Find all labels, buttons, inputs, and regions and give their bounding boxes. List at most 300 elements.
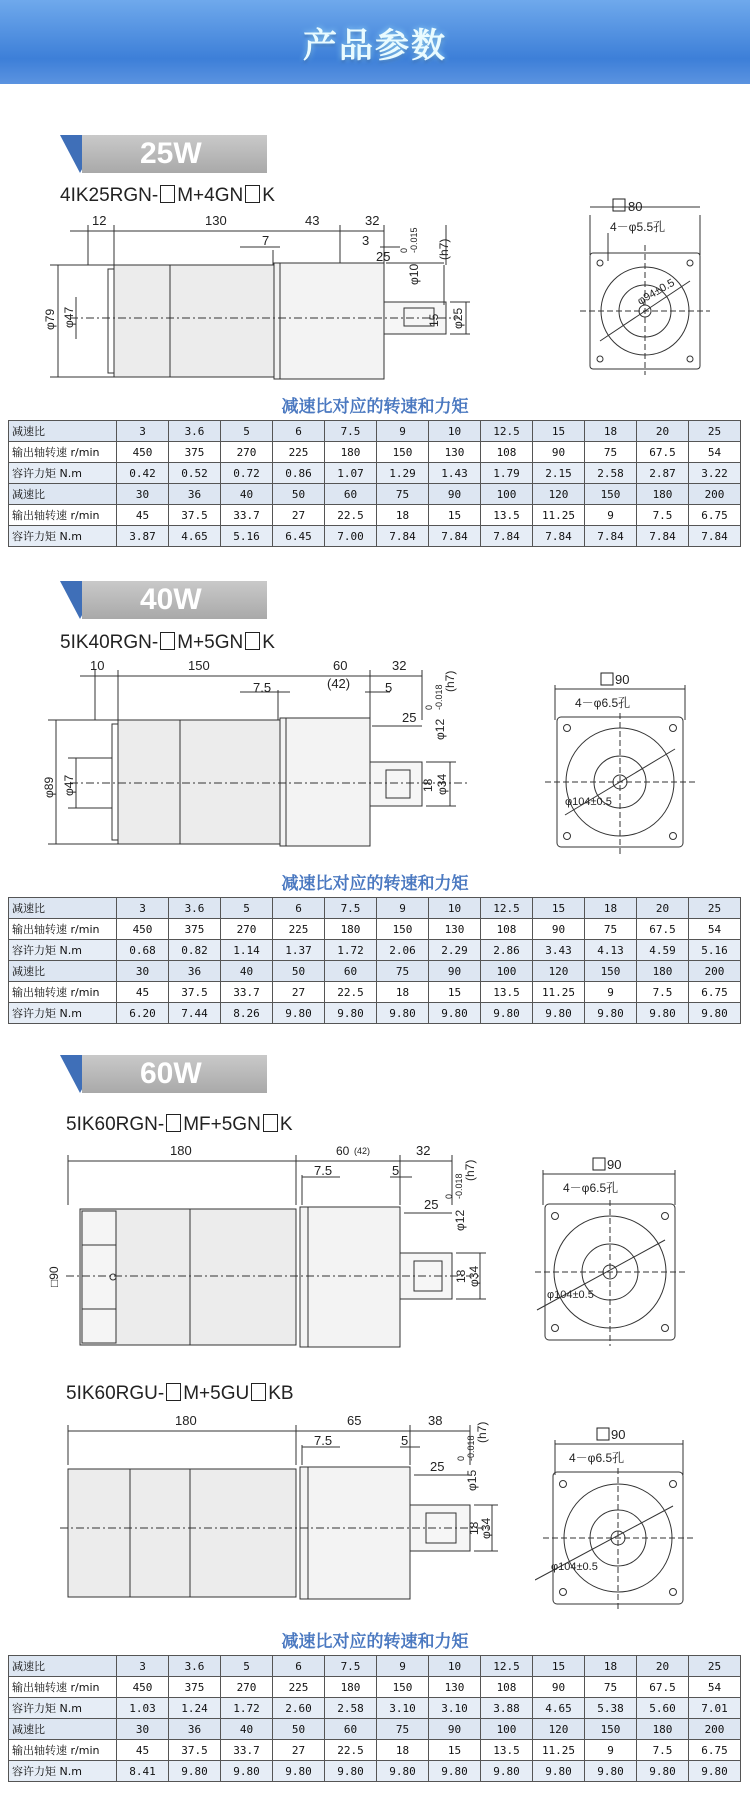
row-label: 容许力矩 N.m (9, 1761, 117, 1782)
dim-label: 180 (175, 1413, 197, 1428)
table-cell: 40 (221, 1719, 273, 1740)
table-cell: 50 (273, 1719, 325, 1740)
table-cell: 1.24 (169, 1698, 221, 1719)
table-title: 减速比对应的转速和力矩 (281, 1632, 469, 1652)
square-size-label: 80 (628, 199, 643, 214)
table-cell: 0.68 (117, 940, 169, 961)
table-cell: 13.5 (481, 982, 533, 1003)
hole-label: 4－φ6.5孔 (569, 1451, 625, 1465)
table-cell: 75 (585, 442, 637, 463)
dim-label: 25 (402, 710, 417, 725)
table-cell: 12.5 (481, 898, 533, 919)
row-label: 容许力矩 N.m (9, 463, 117, 484)
table-cell: 9.80 (533, 1003, 585, 1024)
table-cell: 90 (533, 442, 585, 463)
table-cell: 108 (481, 919, 533, 940)
table-cell: 100 (481, 1719, 533, 1740)
dim-label: (42) (354, 1146, 371, 1156)
table-cell: 3 (117, 1656, 169, 1677)
table-cell: 130 (429, 1677, 481, 1698)
table-cell: 1.79 (481, 463, 533, 484)
table-cell: 22.5 (325, 982, 377, 1003)
table-cell: 5.16 (689, 940, 741, 961)
table-cell: 18 (585, 898, 637, 919)
dim-label: 10 (90, 658, 105, 673)
table-cell: 9.80 (481, 1761, 533, 1782)
row-label: 减速比 (9, 1656, 117, 1677)
table-cell: 4.13 (585, 940, 637, 961)
table-cell: 7.5 (637, 505, 689, 526)
table-cell: 7.5 (637, 1740, 689, 1761)
row-label: 减速比 (9, 961, 117, 982)
table-cell: 200 (689, 1719, 741, 1740)
dim-label: 32 (392, 658, 407, 673)
table-cell: 0.86 (273, 463, 325, 484)
table-row (9, 1719, 741, 1740)
table-cell: 15 (533, 898, 585, 919)
row-label: 输出轴转速 r/min (9, 442, 117, 463)
dim-label: -0.018 (466, 1435, 476, 1461)
table-cell: 3.6 (169, 898, 221, 919)
table-cell: 7.84 (689, 526, 741, 547)
table-cell: 11.25 (533, 505, 585, 526)
dim-label: 38 (428, 1413, 443, 1428)
table-cell: 37.5 (169, 1740, 221, 1761)
dim-label: 18 (421, 778, 435, 792)
table-cell: 7.5 (325, 421, 377, 442)
table-cell: 50 (273, 484, 325, 505)
table-cell: 0.82 (169, 940, 221, 961)
dim-label: 0 (444, 1193, 454, 1199)
square-size-label: 90 (611, 1427, 626, 1442)
table-cell: 37.5 (169, 982, 221, 1003)
table-cell: 9.80 (273, 1003, 325, 1024)
table-row (9, 526, 741, 547)
table-cell: 45 (117, 505, 169, 526)
table-cell: 200 (689, 961, 741, 982)
table-cell: 36 (169, 1719, 221, 1740)
table-cell: 2.87 (637, 463, 689, 484)
table-cell: 7.84 (533, 526, 585, 547)
table-cell: 9.80 (637, 1761, 689, 1782)
table-cell: 25 (689, 898, 741, 919)
table-cell: 3.6 (169, 421, 221, 442)
square-icon (593, 1158, 605, 1170)
table-cell: 200 (689, 484, 741, 505)
table-cell: 9.80 (169, 1761, 221, 1782)
table-cell: 27 (273, 1740, 325, 1761)
dim-label: 7 (262, 233, 270, 248)
table-cell: 0.52 (169, 463, 221, 484)
pcd-label: φ94±0.5 (635, 276, 677, 308)
table-cell: 3.6 (169, 1656, 221, 1677)
table-cell: 5.16 (221, 526, 273, 547)
spec-table-40w (8, 897, 741, 1024)
front-view-drawing-40w (545, 665, 705, 860)
table-cell: 11.25 (533, 1740, 585, 1761)
dim-label: (h7) (475, 1421, 489, 1443)
table-title: 减速比对应的转速和力矩 (281, 874, 469, 894)
dim-label: φ34 (467, 1265, 481, 1287)
table-cell: 22.5 (325, 1740, 377, 1761)
table-cell: 2.60 (273, 1698, 325, 1719)
table-cell: 0.72 (221, 463, 273, 484)
table-cell: 33.7 (221, 505, 273, 526)
table-cell: 1.29 (377, 463, 429, 484)
table-cell: 9.80 (689, 1761, 741, 1782)
table-cell: 20 (637, 898, 689, 919)
table-cell: 10 (429, 1656, 481, 1677)
table-cell: 150 (585, 961, 637, 982)
table-cell: 36 (169, 961, 221, 982)
row-label: 容许力矩 N.m (9, 1003, 117, 1024)
table-cell: 9.80 (377, 1003, 429, 1024)
section-power-label: 25W (140, 137, 202, 170)
table-cell: 60 (325, 484, 377, 505)
row-label: 减速比 (9, 421, 117, 442)
dim-label: 65 (347, 1413, 362, 1428)
table-cell: 11.25 (533, 982, 585, 1003)
table-cell: 7.84 (637, 526, 689, 547)
side-view-drawing-60w-b (40, 1405, 520, 1605)
table-cell: 120 (533, 484, 585, 505)
table-cell: 18 (585, 1656, 637, 1677)
side-view-drawing-25w (40, 205, 480, 390)
square-size-label: 90 (607, 1157, 622, 1172)
model-code: 5IK60RGN- MF+5GN K (66, 1114, 293, 1135)
front-view-drawing-60w-b (535, 1420, 695, 1615)
row-label: 减速比 (9, 1719, 117, 1740)
table-row (9, 1656, 741, 1677)
table-cell: 450 (117, 1677, 169, 1698)
table-cell: 450 (117, 919, 169, 940)
table-cell: 9.80 (429, 1761, 481, 1782)
table-cell: 20 (637, 421, 689, 442)
page-title: 产品参数 (303, 26, 447, 66)
table-cell: 75 (377, 961, 429, 982)
table-row (9, 442, 741, 463)
table-cell: 6 (273, 1656, 325, 1677)
table-cell: 4.65 (533, 1698, 585, 1719)
table-cell: 2.15 (533, 463, 585, 484)
table-cell: 9.80 (481, 1003, 533, 1024)
table-cell: 7.84 (429, 526, 481, 547)
table-cell: 9.80 (689, 1003, 741, 1024)
table-cell: 12.5 (481, 421, 533, 442)
dim-label: 12 (92, 213, 107, 228)
table-cell: 9.80 (221, 1761, 273, 1782)
table-cell: 120 (533, 1719, 585, 1740)
spec-table-60w (8, 1655, 741, 1782)
table-cell: 100 (481, 961, 533, 982)
dim-label: □90 (47, 1266, 61, 1287)
table-cell: 30 (117, 484, 169, 505)
dim-label: 0 (424, 704, 434, 710)
table-cell: 9 (585, 1740, 637, 1761)
table-cell: 33.7 (221, 982, 273, 1003)
dim-label: φ12 (433, 718, 447, 740)
dim-label: 60 (336, 1144, 350, 1158)
table-cell: 75 (585, 919, 637, 940)
header-banner (0, 0, 750, 84)
table-cell: 20 (637, 1656, 689, 1677)
table-cell: 7.84 (377, 526, 429, 547)
table-cell: 5.60 (637, 1698, 689, 1719)
table-cell: 54 (689, 442, 741, 463)
table-cell: 54 (689, 919, 741, 940)
table-cell: 40 (221, 961, 273, 982)
table-cell: 225 (273, 1677, 325, 1698)
section-header-40w (60, 581, 267, 619)
pcd-label: φ104±0.5 (551, 1561, 598, 1573)
table-row (9, 940, 741, 961)
table-cell: 180 (325, 919, 377, 940)
row-label: 减速比 (9, 484, 117, 505)
table-cell: 3.88 (481, 1698, 533, 1719)
row-label: 容许力矩 N.m (9, 1698, 117, 1719)
table-cell: 5 (221, 421, 273, 442)
dim-label: 180 (170, 1143, 192, 1158)
table-cell: 18 (377, 982, 429, 1003)
dim-label: 5 (392, 1163, 400, 1178)
table-cell: 6.20 (117, 1003, 169, 1024)
dim-label: -0.018 (454, 1173, 464, 1199)
table-cell: 90 (429, 961, 481, 982)
dim-label: 60 (333, 658, 348, 673)
table-cell: 36 (169, 484, 221, 505)
table-cell: 9 (585, 505, 637, 526)
table-row (9, 1003, 741, 1024)
table-cell: 7.01 (689, 1698, 741, 1719)
table-cell: 108 (481, 442, 533, 463)
table-cell: 67.5 (637, 442, 689, 463)
dim-label: (h7) (463, 1159, 477, 1181)
dim-label: 5 (385, 680, 393, 695)
section-power-label: 40W (140, 583, 202, 616)
table-cell: 150 (585, 484, 637, 505)
table-cell: 18 (377, 1740, 429, 1761)
section-header-60w (60, 1055, 267, 1093)
table-cell: 1.03 (117, 1698, 169, 1719)
table-cell: 10 (429, 898, 481, 919)
hole-label: 4－φ6.5孔 (563, 1181, 619, 1195)
table-cell: 8.26 (221, 1003, 273, 1024)
row-label: 输出轴转速 r/min (9, 1677, 117, 1698)
table-cell: 33.7 (221, 1740, 273, 1761)
table-cell: 180 (637, 1719, 689, 1740)
dim-label: φ79 (43, 308, 57, 330)
table-cell: 27 (273, 982, 325, 1003)
table-row (9, 898, 741, 919)
table-cell: 1.37 (273, 940, 325, 961)
table-cell: 3.43 (533, 940, 585, 961)
table-cell: 10 (429, 421, 481, 442)
table-cell: 3.22 (689, 463, 741, 484)
table-cell: 3.87 (117, 526, 169, 547)
table-cell: 6.75 (689, 1740, 741, 1761)
front-view-drawing-25w (580, 195, 720, 380)
table-cell: 9.80 (273, 1761, 325, 1782)
dim-label: 3 (362, 233, 370, 248)
section-power-label: 60W (140, 1057, 202, 1090)
dim-label: 130 (205, 213, 227, 228)
table-cell: 130 (429, 919, 481, 940)
dim-label: 18 (467, 1521, 481, 1535)
table-cell: 270 (221, 442, 273, 463)
dim-label: φ12 (453, 1209, 467, 1231)
table-cell: 5 (221, 898, 273, 919)
table-cell: 6 (273, 421, 325, 442)
spec-table-25w (8, 420, 741, 547)
table-cell: 9 (377, 1656, 429, 1677)
table-cell: 6.75 (689, 505, 741, 526)
table-cell: 3 (117, 898, 169, 919)
table-cell: 37.5 (169, 505, 221, 526)
table-cell: 7.84 (481, 526, 533, 547)
table-cell: 180 (637, 484, 689, 505)
table-cell: 3 (117, 421, 169, 442)
table-cell: 30 (117, 1719, 169, 1740)
model-code: 4IK25RGN- M+4GN K (60, 185, 275, 206)
row-label: 减速比 (9, 898, 117, 919)
table-cell: 180 (325, 1677, 377, 1698)
table-cell: 9 (585, 982, 637, 1003)
dim-label: φ47 (62, 306, 76, 328)
table-cell: 15 (533, 421, 585, 442)
table-cell: 12.5 (481, 1656, 533, 1677)
table-cell: 1.43 (429, 463, 481, 484)
table-cell: 9.80 (377, 1761, 429, 1782)
table-cell: 0.42 (117, 463, 169, 484)
table-cell: 60 (325, 961, 377, 982)
table-cell: 1.07 (325, 463, 377, 484)
table-cell: 13.5 (481, 1740, 533, 1761)
dim-label: 0 (399, 247, 409, 253)
table-cell: 120 (533, 961, 585, 982)
row-label: 输出轴转速 r/min (9, 982, 117, 1003)
table-cell: 27 (273, 505, 325, 526)
table-cell: 150 (377, 919, 429, 940)
table-cell: 180 (325, 442, 377, 463)
table-row (9, 463, 741, 484)
table-cell: 18 (585, 421, 637, 442)
table-row (9, 961, 741, 982)
table-cell: 2.86 (481, 940, 533, 961)
dim-label: φ15 (465, 1469, 479, 1491)
dim-label: 25 (430, 1459, 445, 1474)
table-cell: 108 (481, 1677, 533, 1698)
table-cell: 1.72 (221, 1698, 273, 1719)
table-cell: 9.80 (585, 1003, 637, 1024)
dim-label: 15 (427, 313, 441, 327)
table-row (9, 484, 741, 505)
table-cell: 375 (169, 919, 221, 940)
dim-label: 25 (376, 249, 391, 264)
table-cell: 270 (221, 919, 273, 940)
square-size-label: 90 (615, 672, 630, 687)
table-cell: 75 (585, 1677, 637, 1698)
square-icon (613, 199, 625, 211)
table-cell: 7.5 (637, 982, 689, 1003)
table-cell: 15 (429, 505, 481, 526)
table-cell: 25 (689, 421, 741, 442)
dim-label: 32 (416, 1143, 431, 1158)
dim-label: 7.5 (314, 1433, 333, 1448)
hole-label: 4－φ5.5孔 (610, 220, 666, 234)
model-code: 5IK40RGN- M+5GN K (60, 632, 275, 653)
table-cell: 6.45 (273, 526, 325, 547)
square-icon (597, 1428, 609, 1440)
table-cell: 90 (429, 484, 481, 505)
table-cell: 90 (533, 919, 585, 940)
dim-label: (h7) (437, 238, 451, 260)
table-cell: 60 (325, 1719, 377, 1740)
table-row (9, 919, 741, 940)
table-cell: 375 (169, 1677, 221, 1698)
dim-label: 5 (401, 1433, 409, 1448)
table-cell: 45 (117, 1740, 169, 1761)
table-cell: 67.5 (637, 919, 689, 940)
table-cell: 18 (377, 505, 429, 526)
dim-label: 25 (424, 1197, 439, 1212)
table-row (9, 982, 741, 1003)
table-cell: 30 (117, 961, 169, 982)
table-cell: 2.58 (585, 463, 637, 484)
dim-label: φ10 (407, 263, 421, 285)
dim-label: -0.018 (434, 684, 444, 710)
table-cell: 225 (273, 442, 325, 463)
dim-label: φ47 (62, 774, 76, 796)
table-cell: 9.80 (325, 1003, 377, 1024)
table-cell: 5.38 (585, 1698, 637, 1719)
table-cell: 3.10 (377, 1698, 429, 1719)
row-label: 容许力矩 N.m (9, 526, 117, 547)
table-cell: 9.80 (429, 1003, 481, 1024)
dim-label: φ34 (479, 1517, 493, 1539)
table-cell: 9 (377, 421, 429, 442)
dim-label: 7.5 (314, 1163, 333, 1178)
table-cell: 2.06 (377, 940, 429, 961)
dim-label: 7.5 (253, 680, 272, 695)
table-cell: 15 (429, 982, 481, 1003)
table-cell: 1.72 (325, 940, 377, 961)
table-cell: 3.10 (429, 1698, 481, 1719)
table-row (9, 1761, 741, 1782)
row-label: 输出轴转速 r/min (9, 919, 117, 940)
table-title: 减速比对应的转速和力矩 (281, 397, 469, 417)
table-cell: 54 (689, 1677, 741, 1698)
table-cell: 5 (221, 1656, 273, 1677)
table-cell: 9.80 (533, 1761, 585, 1782)
row-label: 输出轴转速 r/min (9, 1740, 117, 1761)
table-cell: 9.80 (637, 1003, 689, 1024)
table-cell: 225 (273, 919, 325, 940)
dim-label: φ34 (435, 773, 449, 795)
row-label: 容许力矩 N.m (9, 940, 117, 961)
pcd-label: φ104±0.5 (565, 796, 612, 808)
table-cell: 67.5 (637, 1677, 689, 1698)
dim-label: (h7) (443, 670, 457, 692)
table-cell: 7.5 (325, 898, 377, 919)
table-cell: 150 (377, 442, 429, 463)
table-cell: 6.75 (689, 982, 741, 1003)
table-cell: 375 (169, 442, 221, 463)
dim-label: 0 (456, 1455, 466, 1461)
table-cell: 1.14 (221, 940, 273, 961)
table-cell: 6 (273, 898, 325, 919)
table-cell: 9 (377, 898, 429, 919)
model-code: 5IK60RGU- M+5GU KB (66, 1383, 294, 1404)
